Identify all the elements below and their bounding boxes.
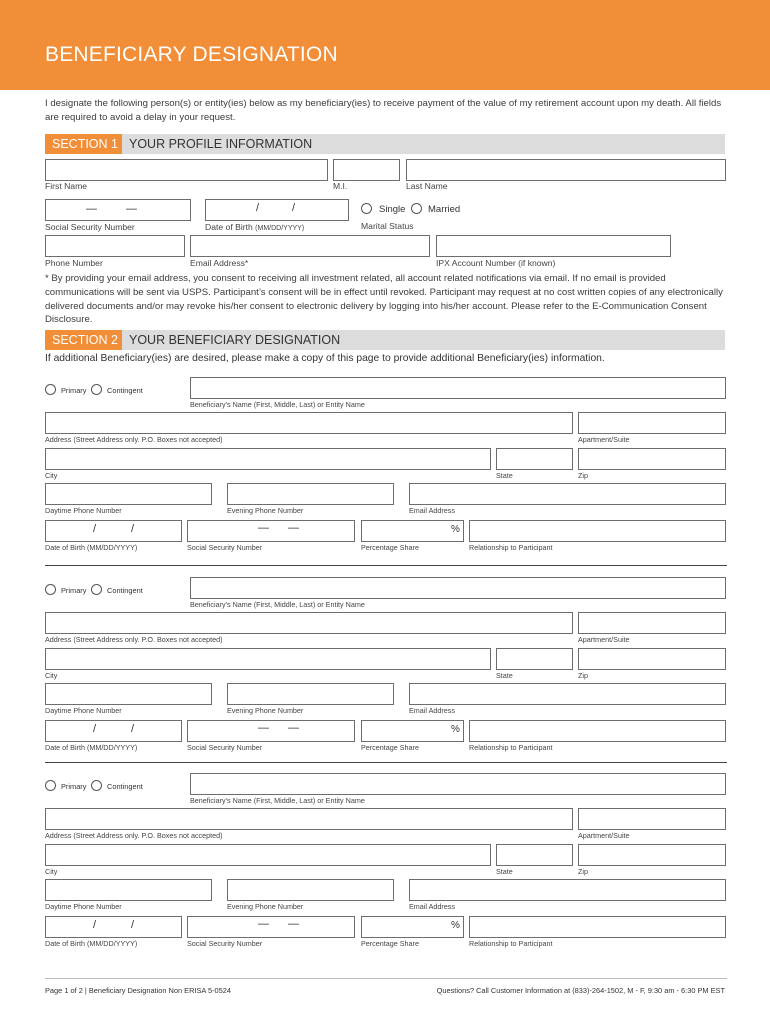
marital-status-label: Marital Status (361, 221, 414, 231)
percent-sign: % (451, 524, 460, 535)
zip-label: Zip (578, 671, 588, 680)
beneficiary-ssn-label: Social Security Number (187, 543, 263, 552)
beneficiary-email-label: Email Address (409, 506, 455, 515)
apartment-field[interactable] (578, 612, 726, 634)
evening-phone-field[interactable] (227, 483, 394, 505)
section-2-header (45, 330, 725, 350)
primary-label: Primary (61, 782, 87, 791)
beneficiary-dob-label: Date of Birth (MM/DD/YYYY) (45, 543, 138, 552)
section-1-tag: SECTION 1 (45, 134, 122, 154)
state-label: State (496, 867, 513, 876)
ssn-dash-1: — (258, 722, 269, 734)
ssn-dash-2: — (126, 203, 137, 215)
phone-label: Phone Number (45, 258, 103, 268)
email-field[interactable] (190, 235, 430, 257)
email-label: Email Address* (190, 258, 249, 268)
percentage-share-field[interactable] (361, 520, 464, 542)
married-radio[interactable] (411, 203, 422, 214)
dob-slash-1: / (93, 523, 97, 535)
married-label: Married (428, 204, 461, 215)
address-field[interactable] (45, 612, 573, 634)
relationship-label: Relationship to Participant (469, 743, 553, 752)
percentage-share-label: Percentage Share (361, 743, 419, 752)
ssn-dash-1: — (258, 918, 269, 930)
beneficiary-name-field[interactable] (190, 577, 726, 599)
ssn-label: Social Security Number (45, 222, 135, 232)
evening-phone-label: Evening Phone Number (227, 902, 304, 911)
ssn-dash-2: — (288, 722, 299, 734)
state-field[interactable] (496, 844, 573, 866)
daytime-phone-label: Daytime Phone Number (45, 706, 122, 715)
beneficiary-email-field[interactable] (409, 879, 726, 901)
header-banner (0, 0, 770, 90)
evening-phone-field[interactable] (227, 879, 394, 901)
daytime-phone-field[interactable] (45, 683, 212, 705)
city-field[interactable] (45, 844, 491, 866)
dob-slash-2: / (131, 523, 135, 535)
dob-slash-1: / (93, 919, 97, 931)
relationship-label: Relationship to Participant (469, 543, 553, 552)
city-label: City (45, 671, 58, 680)
beneficiary-block-2 (0, 577, 770, 767)
beneficiary-name-label: Beneficiary’s Name (First, Middle, Last) or Entity Name (190, 400, 365, 409)
ssn-dash-1: — (86, 203, 97, 215)
state-label: State (496, 471, 513, 480)
beneficiary-name-label: Beneficiary’s Name (First, Middle, Last) or Entity Name (190, 796, 365, 805)
beneficiary-dob-field[interactable] (45, 720, 182, 742)
beneficiary-block-1 (0, 377, 770, 567)
beneficiary-ssn-field[interactable] (187, 720, 355, 742)
beneficiary-divider (45, 565, 727, 566)
first-name-label: First Name (45, 181, 88, 191)
primary-radio[interactable] (45, 780, 56, 791)
relationship-field[interactable] (469, 916, 726, 938)
beneficiary-dob-field[interactable] (45, 520, 182, 542)
primary-radio[interactable] (45, 584, 56, 595)
dob-slash-2: / (131, 919, 135, 931)
dob-slash-1: / (93, 723, 97, 735)
first-name-field[interactable] (45, 159, 328, 181)
contingent-radio[interactable] (91, 384, 102, 395)
percentage-share-label: Percentage Share (361, 543, 419, 552)
city-field[interactable] (45, 448, 491, 470)
dob-label: Date of Birth (MM/DD/YYYY) (205, 222, 305, 232)
single-radio[interactable] (361, 203, 372, 214)
section-2-tag: SECTION 2 (45, 330, 122, 350)
email-consent-text: * By providing your email address, you consent to receiving all investment related, all account related notifications via email. If no email is provided communications will be sent via USPS. Participant’s consent will be in effect until revoked. Participant may request at no cost written copies of any electronically delivered documents and/or may revoke his/her consent to electronic delivery by logging into his/her account. Please refer to the E-Communication Consent Disclosure. (45, 273, 723, 326)
zip-field[interactable] (578, 648, 726, 670)
mi-field[interactable] (333, 159, 400, 181)
contingent-radio[interactable] (91, 780, 102, 791)
address-field[interactable] (45, 412, 573, 434)
primary-radio[interactable] (45, 384, 56, 395)
intro-text: I designate the following person(s) or entity(ies) below as my beneficiary(ies) to receive payment of the value of my retirement account upon my death. All fields are required to avoid a delay in your request. (45, 98, 722, 123)
last-name-field[interactable] (406, 159, 726, 181)
last-name-label: Last Name (406, 181, 448, 191)
beneficiary-name-field[interactable] (190, 773, 726, 795)
relationship-field[interactable] (469, 720, 726, 742)
section-1-header (45, 134, 725, 154)
beneficiary-dob-label: Date of Birth (MM/DD/YYYY) (45, 743, 138, 752)
apartment-field[interactable] (578, 412, 726, 434)
beneficiary-email-field[interactable] (409, 683, 726, 705)
single-label: Single (379, 204, 406, 215)
phone-field[interactable] (45, 235, 185, 257)
beneficiary-ssn-label: Social Security Number (187, 939, 263, 948)
beneficiary-dob-label: Date of Birth (MM/DD/YYYY) (45, 939, 138, 948)
contingent-label: Contingent (107, 586, 143, 595)
daytime-phone-label: Daytime Phone Number (45, 902, 122, 911)
state-field[interactable] (496, 648, 573, 670)
beneficiary-ssn-field[interactable] (187, 916, 355, 938)
ssn-field[interactable] (45, 199, 191, 221)
apartment-field[interactable] (578, 808, 726, 830)
beneficiary-divider (45, 762, 727, 763)
city-field[interactable] (45, 648, 491, 670)
contingent-label: Contingent (107, 386, 143, 395)
contingent-label: Contingent (107, 782, 143, 791)
evening-phone-label: Evening Phone Number (227, 506, 304, 515)
daytime-phone-field[interactable] (45, 483, 212, 505)
beneficiary-email-label: Email Address (409, 706, 455, 715)
apartment-label: Apartment/Suite (578, 435, 630, 444)
section-1-title: YOUR PROFILE INFORMATION (129, 137, 313, 151)
address-field[interactable] (45, 808, 573, 830)
dob-slash-1: / (256, 202, 260, 214)
beneficiary-name-label: Beneficiary’s Name (First, Middle, Last) or Entity Name (190, 600, 365, 609)
primary-label: Primary (61, 386, 87, 395)
beneficiary-email-field[interactable] (409, 483, 726, 505)
zip-label: Zip (578, 867, 588, 876)
beneficiary-ssn-field[interactable] (187, 520, 355, 542)
address-label: Address (Street Address only. P.O. Boxes not accepted) (45, 435, 223, 444)
state-label: State (496, 671, 513, 680)
footer-contact-info: Questions? Call Customer Information at (833)-264-1502, M - F, 9:30 am - 6:30 PM EST (436, 986, 725, 995)
percentage-share-field[interactable] (361, 916, 464, 938)
mi-label: M.I. (333, 181, 348, 191)
beneficiary-ssn-label: Social Security Number (187, 743, 263, 752)
beneficiary-email-label: Email Address (409, 902, 455, 911)
dob-slash-2: / (131, 723, 135, 735)
beneficiary-dob-field[interactable] (45, 916, 182, 938)
contingent-radio[interactable] (91, 584, 102, 595)
zip-label: Zip (578, 471, 588, 480)
dob-field[interactable] (205, 199, 349, 221)
city-label: City (45, 867, 58, 876)
daytime-phone-label: Daytime Phone Number (45, 506, 122, 515)
dob-slash-2: / (292, 202, 296, 214)
ssn-dash-1: — (258, 522, 269, 534)
address-label: Address (Street Address only. P.O. Boxes not accepted) (45, 635, 223, 644)
ipx-account-field[interactable] (436, 235, 671, 257)
page-title: BENEFICIARY DESIGNATION (45, 43, 338, 66)
footer-divider (45, 978, 727, 979)
footer-page-info: Page 1 of 2 | Beneficiary Designation Non ERISA 5-0524 (45, 986, 231, 995)
apartment-label: Apartment/Suite (578, 635, 630, 644)
beneficiary-block-3 (0, 773, 770, 963)
zip-field[interactable] (578, 844, 726, 866)
address-label: Address (Street Address only. P.O. Boxes not accepted) (45, 831, 223, 840)
percentage-share-label: Percentage Share (361, 939, 419, 948)
apartment-label: Apartment/Suite (578, 831, 630, 840)
percent-sign: % (451, 724, 460, 735)
percent-sign: % (451, 920, 460, 931)
ssn-dash-2: — (288, 918, 299, 930)
evening-phone-label: Evening Phone Number (227, 706, 304, 715)
beneficiary-name-field[interactable] (190, 377, 726, 399)
relationship-field[interactable] (469, 520, 726, 542)
zip-field[interactable] (578, 448, 726, 470)
percentage-share-field[interactable] (361, 720, 464, 742)
daytime-phone-field[interactable] (45, 879, 212, 901)
relationship-label: Relationship to Participant (469, 939, 553, 948)
city-label: City (45, 471, 58, 480)
ssn-dash-2: — (288, 522, 299, 534)
primary-label: Primary (61, 586, 87, 595)
ipx-account-label: IPX Account Number (if known) (436, 258, 556, 268)
evening-phone-field[interactable] (227, 683, 394, 705)
additional-beneficiary-note: If additional Beneficiary(ies) are desired, please make a copy of this page to provide additional Beneficiary(ies) information. (45, 353, 605, 364)
state-field[interactable] (496, 448, 573, 470)
section-2-title: YOUR BENEFICIARY DESIGNATION (129, 333, 341, 347)
